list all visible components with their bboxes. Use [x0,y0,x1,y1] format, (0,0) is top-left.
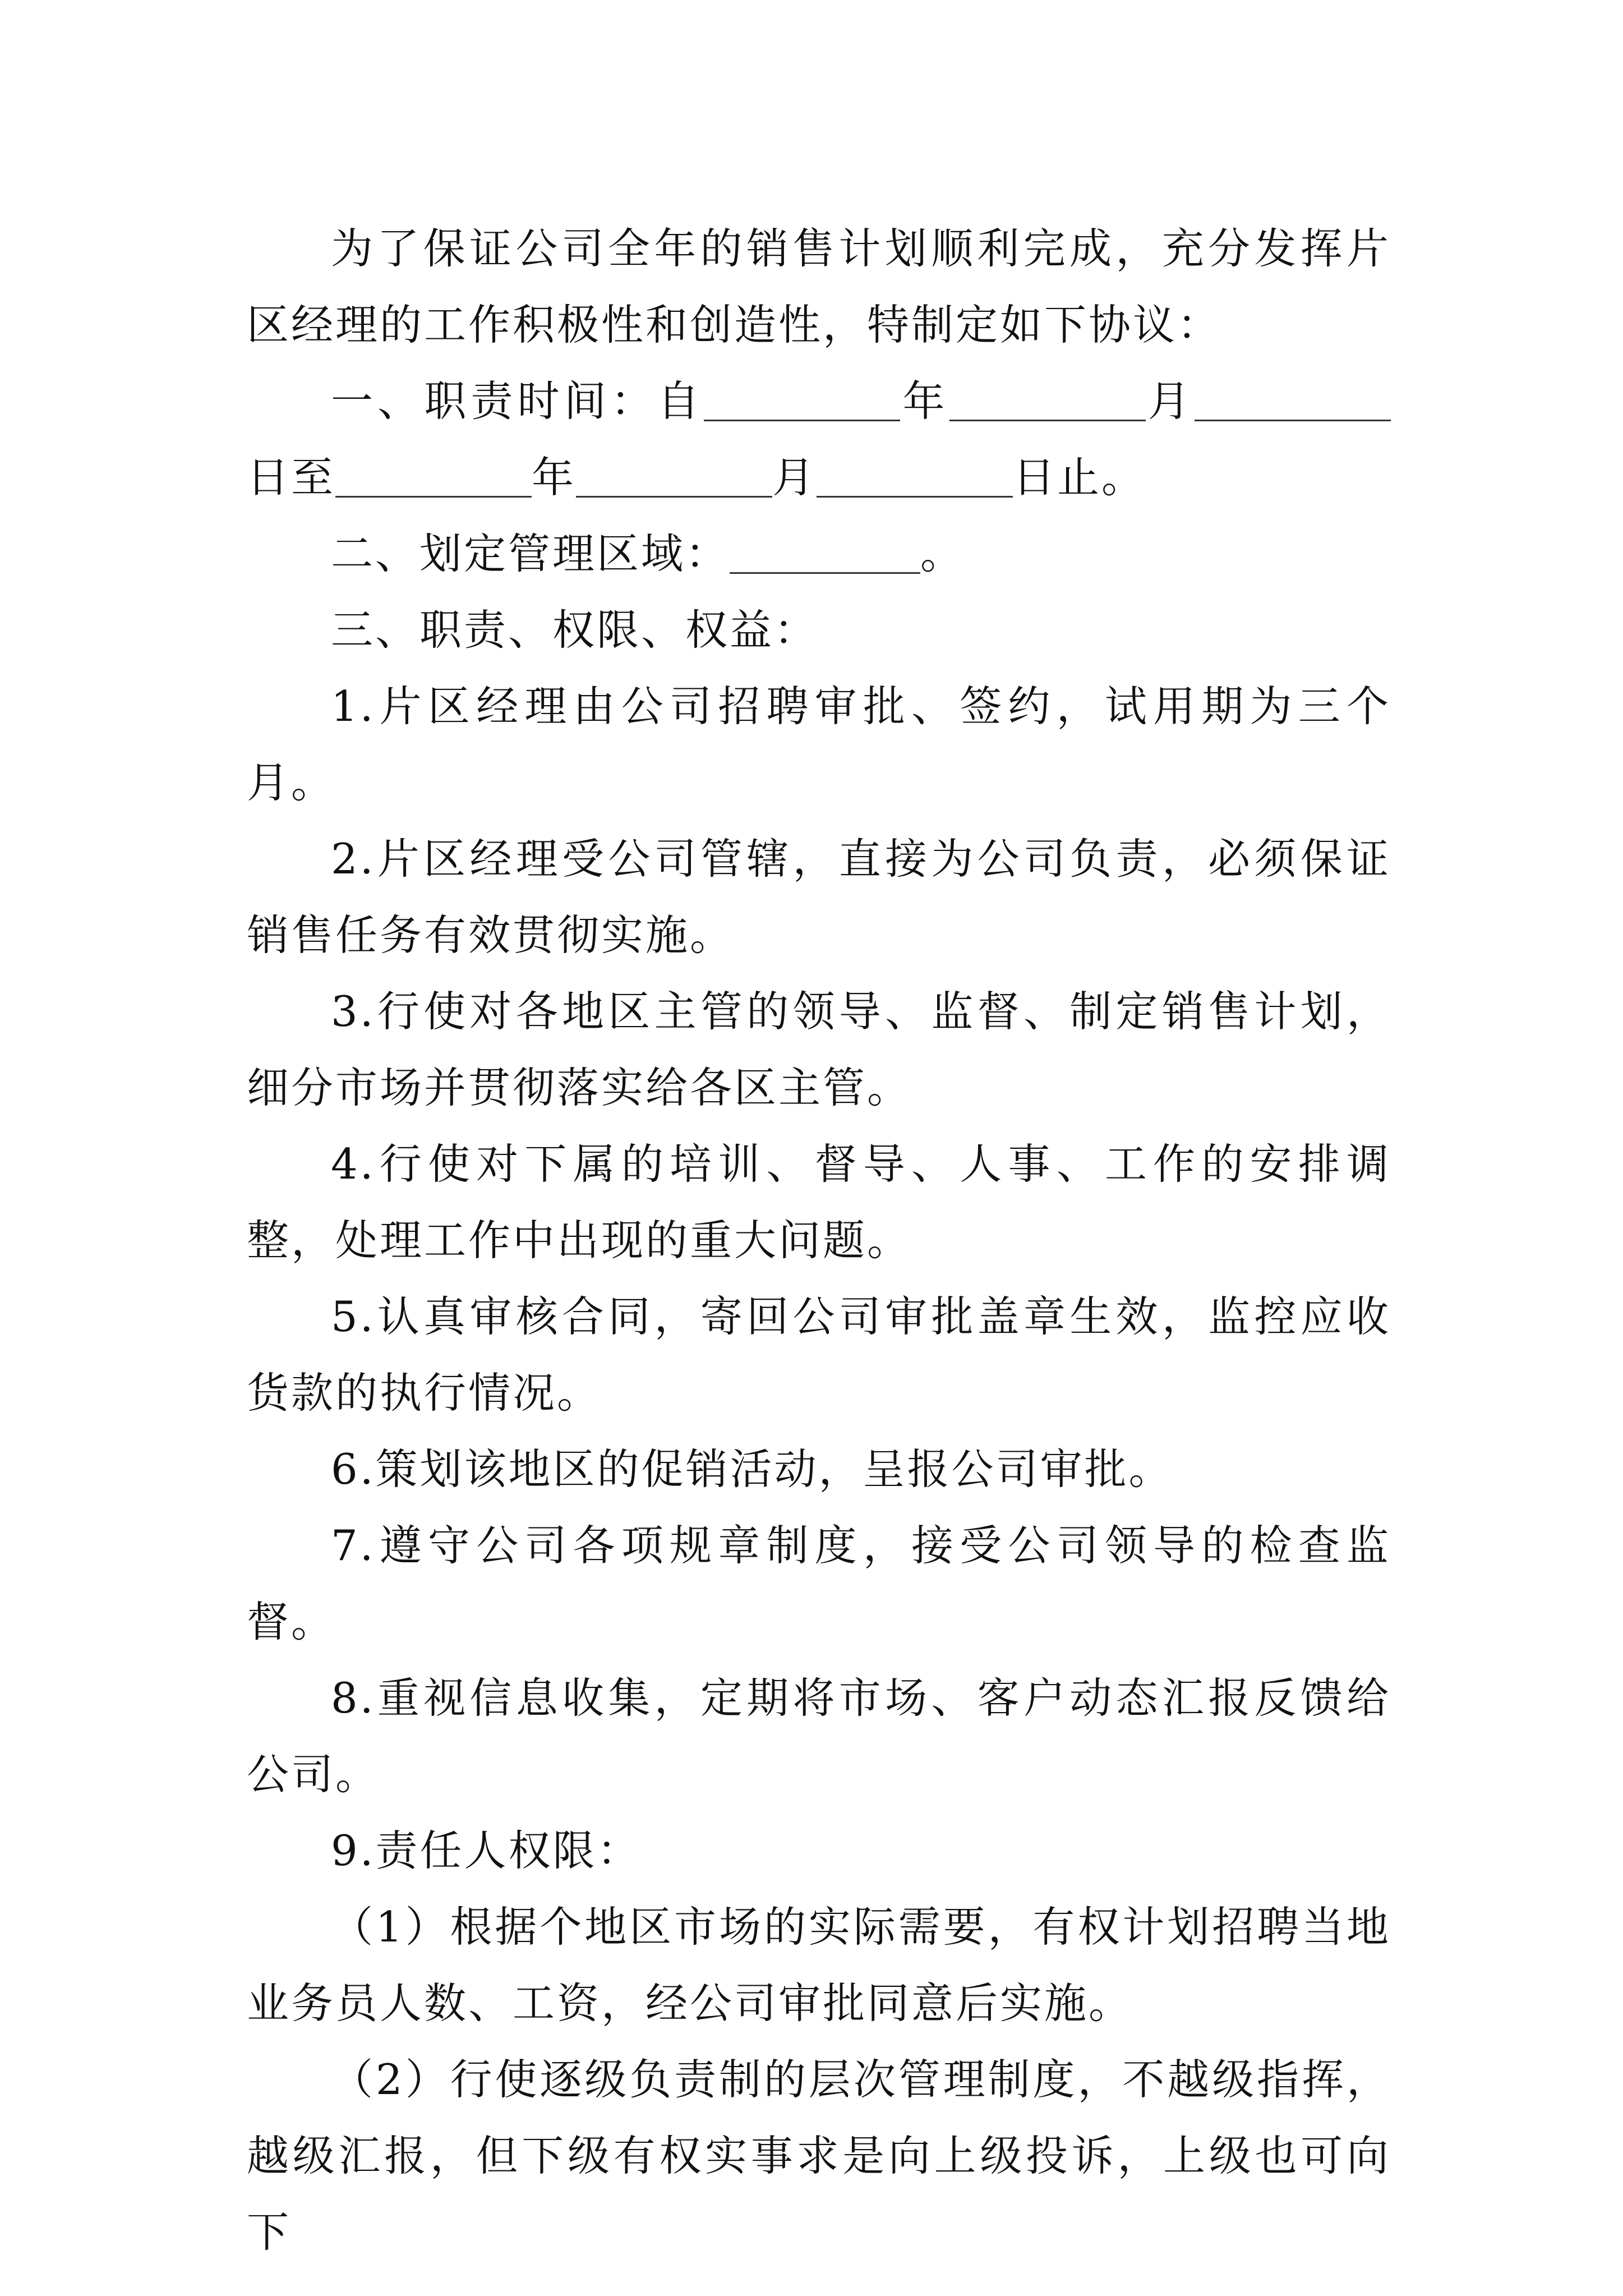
clause-1: 1.片区经理由公司招聘审批、签约，试用期为三个月。 [247,682,1391,807]
clause-2: 2.片区经理受公司管辖，直接为公司负责，必须保证销售任务有效贯彻实施。 [247,834,1391,960]
start-month-blank [949,419,1146,421]
sub-clause-2: （2）行使逐级负责制的层次管理制度，不越级指挥，越级汇报，但下级有权实事求是向上级投诉，上级也可向下 [247,2055,1391,2257]
term-paragraph [247,363,1391,516]
clause-7: 7.遵守公司各项规章制度，接受公司领导的检查监督。 [247,1521,1391,1646]
end-month-blank [576,495,772,498]
year-label: 年 [532,453,577,502]
clause-5: 5.认真审核合同，寄回公司审批盖章生效，监控应收货款的执行情况。 [247,1292,1391,1418]
intro-paragraph: 为了保证公司全年的销售计划顺利完成，充分发挥片区经理的工作积极性和创造性，特制定如下协议： [247,224,1391,349]
sub-clause-1: （1）根据个地区市场的实际需要，有权计划招聘当地业务员人数、工资，经公司审批同意后实施。 [247,1902,1391,2028]
clause-9: 9.责任人权限： [331,1826,642,1875]
day-end-label: 日止。 [1013,453,1146,502]
day-to-label: 日至 [247,453,336,502]
clause-3: 3.行使对各地区主管的领导、监督、制定销售计划，细分市场并贯彻落实给各区主管。 [247,987,1391,1112]
year-label: 年 [900,376,949,426]
document-body [247,210,1391,2270]
start-day-blank [1195,419,1391,421]
area-end: 。 [920,529,965,578]
section-heading: 三、职责、权限、权益： [331,605,819,655]
clause-8: 8.重视信息收集，定期将市场、客户动态汇报反馈给公司。 [247,1673,1391,1799]
clause-6: 6.策划该地区的促销活动，呈报公司审批。 [331,1444,1173,1494]
term-label: 一、职责时间：自 [331,376,704,426]
end-day-blank [817,495,1013,498]
area-paragraph [247,516,1391,592]
area-label: 二、划定管理区域： [331,529,730,578]
start-year-blank [704,419,900,421]
end-year-blank [335,495,532,498]
area-blank [730,572,920,574]
month-label: 月 [772,453,817,502]
month-label: 月 [1145,376,1195,426]
clause-4: 4.行使对下属的培训、督导、人事、工作的安排调整，处理工作中出现的重大问题。 [247,1139,1391,1265]
